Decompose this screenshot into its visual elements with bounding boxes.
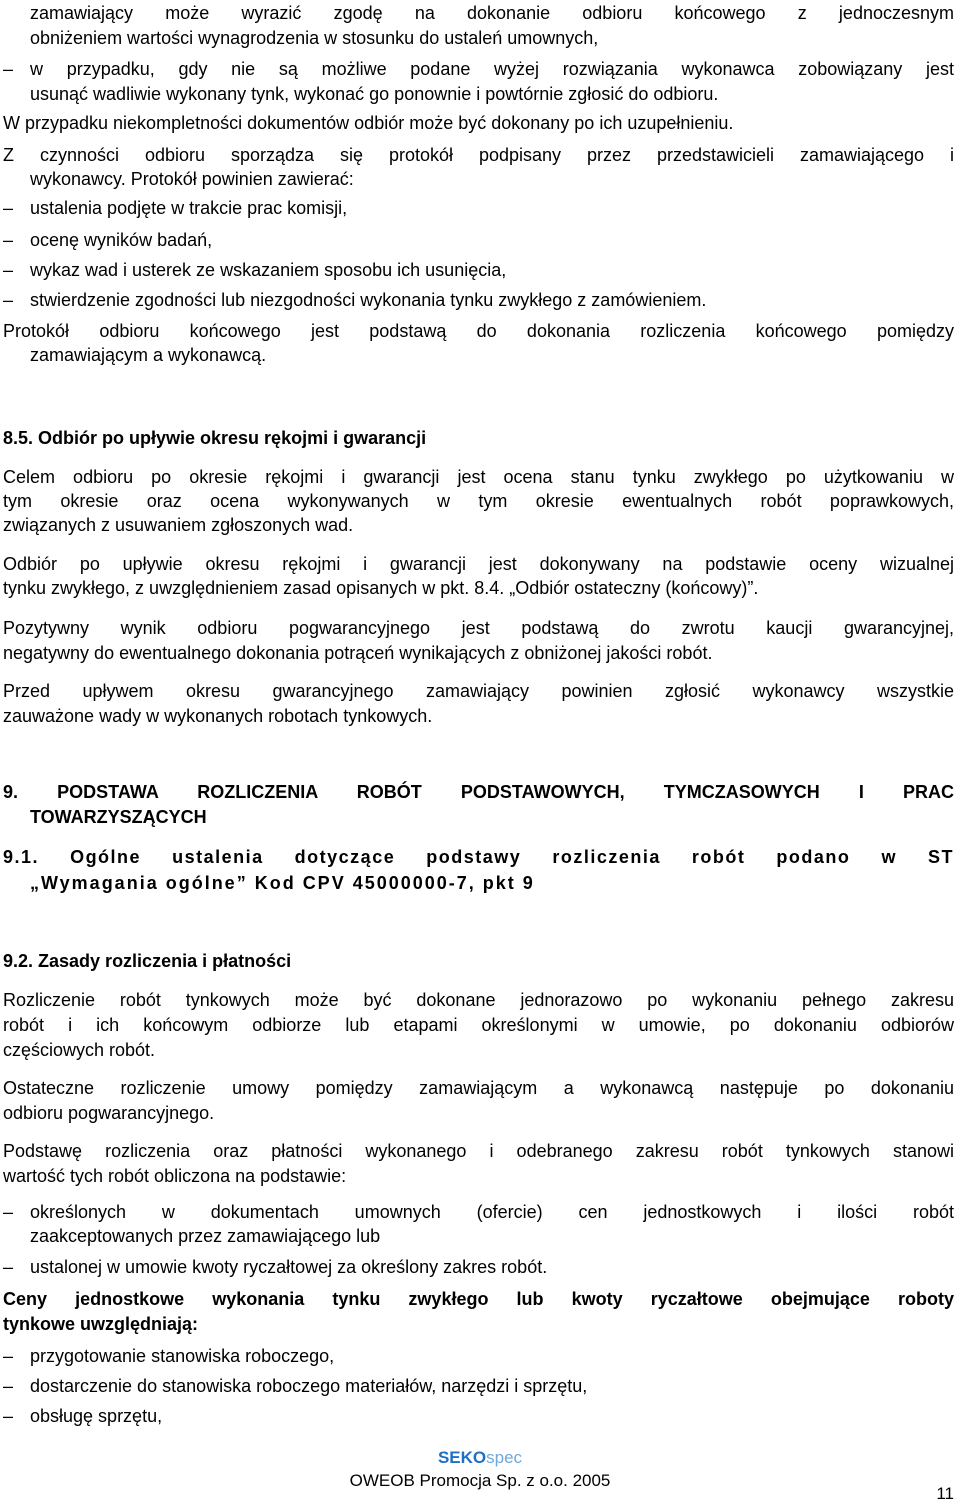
bold-paragraph: Ceny jednostkowe wykonania tynku zwykłego lub kwoty ryczałtowe obejmujące roboty — [3, 1289, 954, 1309]
paragraph: Pozytywny wynik odbioru pogwarancyjnego jest podstawą do zwrotu kaucji gwarancyjnej, — [3, 618, 954, 638]
section-heading-9-cont: TOWARZYSZĄCYCH — [30, 807, 207, 827]
paragraph: Z czynności odbioru sporządza się protokół podpisany przez przedstawicieli zamawiającego i — [3, 145, 954, 165]
list-dash: – — [3, 59, 14, 79]
text-line: robót i ich końcowym odbiorze lub etapami określonymi w umowie, po dokonaniu odbiorów — [3, 1015, 954, 1035]
paragraph: W przypadku niekompletności dokumentów odbiór może być dokonany po ich uzupełnieniu. — [3, 113, 734, 133]
list-item: przygotowanie stanowiska roboczego, — [30, 1346, 335, 1366]
brand-text-secondary: spec — [486, 1448, 523, 1467]
text-line: tynku zwykłego, z uwzględnieniem zasad opisanych w pkt. 8.4. „Odbiór ostateczny (końcowy)”. — [3, 578, 759, 598]
paragraph: Rozliczenie robót tynkowych może być dokonane jednorazowo po wykonaniu pełnego zakresu — [3, 990, 954, 1010]
list-item: ocenę wyników badań, — [30, 230, 213, 250]
paragraph: Celem odbioru po okresie rękojmi i gwarancji jest ocena stanu tynku zwykłego po użytkowaniu w — [3, 467, 954, 487]
text-line: negatywny do ewentualnego dokonania potrąceń wynikających z obniżonej jakości robót. — [3, 643, 713, 663]
text-line: usunąć wadliwie wykonany tynk, wykonać go ponownie i powtórnie zgłosić do odbioru. — [30, 84, 719, 104]
list-item: obsługę sprzętu, — [30, 1406, 163, 1426]
text-line: wartość tych robót obliczona na podstawie: — [3, 1166, 347, 1186]
text-line: wykonawcy. Protokół powinien zawierać: — [30, 169, 354, 189]
list-dash: – — [3, 230, 14, 250]
paragraph: Ostateczne rozliczenie umowy pomiędzy zamawiającym a wykonawcą następuje po dokonaniu — [3, 1078, 954, 1098]
section-heading-9-2: 9.2. Zasady rozliczenia i płatności — [3, 951, 292, 971]
list-dash: – — [3, 1257, 14, 1277]
list-dash: – — [3, 1406, 14, 1426]
paragraph: Podstawę rozliczenia oraz płatności wykonanego i odebranego zakresu robót tynkowych stanowi — [3, 1141, 954, 1161]
list-dash: – — [3, 1346, 14, 1366]
list-item: dostarczenie do stanowiska roboczego materiałów, narzędzi i sprzętu, — [30, 1376, 588, 1396]
list-dash: – — [3, 290, 14, 310]
text-line: zamawiającym a wykonawcą. — [30, 345, 267, 365]
list-item: wykaz wad i usterek ze wskazaniem sposobu ich usunięcia, — [30, 260, 507, 280]
paragraph: Odbiór po upływie okresu rękojmi i gwarancji jest dokonywany na podstawie oceny wizualnej — [3, 554, 954, 574]
text-line: zamawiający może wyrazić zgodę na dokonanie odbioru końcowego z jednoczesnym — [30, 3, 954, 23]
text-line: częściowych robót. — [3, 1040, 156, 1060]
list-dash: – — [3, 260, 14, 280]
text-line: związanych z usuwaniem zgłoszonych wad. — [3, 515, 354, 535]
text-line: zaakceptowanych przez zamawiającego lub — [30, 1226, 381, 1246]
brand-text-primary: SEKO — [437, 1448, 487, 1467]
text-line: zauważone wady w wykonanych robotach tynkowych. — [3, 706, 433, 726]
paragraph: Protokół odbioru końcowego jest podstawą do dokonania rozliczenia końcowego pomiędzy — [3, 321, 954, 341]
section-heading-9-1-cont: „Wymagania ogólne” Kod CPV 45000000-7, pkt 9 — [30, 873, 535, 893]
list-item: w przypadku, gdy nie są możliwe podane wyżej rozwiązania wykonawca zobowiązany jest — [30, 59, 954, 79]
text-line: obniżeniem wartości wynagrodzenia w stosunku do ustaleń umownych, — [30, 28, 599, 48]
section-heading-8-5: 8.5. Odbiór po upływie okresu rękojmi i gwarancji — [3, 428, 427, 448]
list-item: określonych w dokumentach umownych (ofercie) cen jednostkowych i ilości robót — [30, 1202, 954, 1222]
text-line: odbioru pogwarancyjnego. — [3, 1103, 215, 1123]
list-dash: – — [3, 198, 14, 218]
list-dash: – — [3, 1202, 14, 1222]
list-item: ustalenia podjęte w trakcie prac komisji, — [30, 198, 348, 218]
text-line: tym okresie oraz ocena wykonywanych w tym okresie ewentualnych robót poprawkowych, — [3, 491, 954, 511]
paragraph: Przed upływem okresu gwarancyjnego zamawiający powinien zgłosić wykonawcy wszystkie — [3, 681, 954, 701]
section-heading-9: 9. PODSTAWA ROZLICZENIA ROBÓT PODSTAWOWYCH, TYMCZASOWYCH I PRAC — [3, 782, 954, 802]
list-dash: – — [3, 1376, 14, 1396]
section-heading-9-1: 9.1. Ogólne ustalenia dotyczące podstawy rozliczenia robót podano w ST — [3, 847, 954, 867]
footer-company: OWEOB Promocja Sp. z o.o. 2005 — [349, 1471, 611, 1490]
list-item: ustalonej w umowie kwoty ryczałtowej za określony zakres robót. — [30, 1257, 548, 1277]
footer-brand-logo — [0, 1448, 960, 1468]
page-number: 11 — [936, 1484, 954, 1503]
list-item: stwierdzenie zgodności lub niezgodności wykonania tynku zwykłego z zamówieniem. — [30, 290, 707, 310]
text-line: tynkowe uwzględniają: — [3, 1314, 199, 1334]
